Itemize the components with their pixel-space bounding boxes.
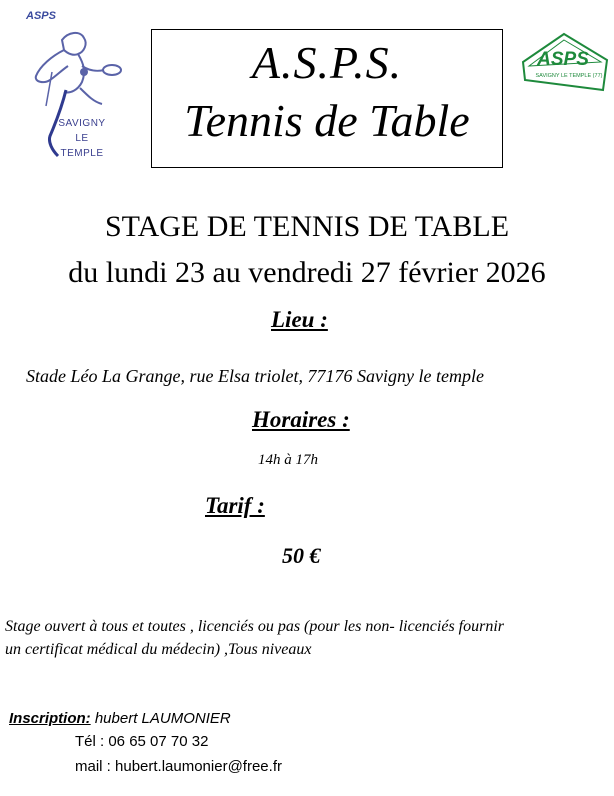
inscription-phone: Tél : 06 65 07 70 32 xyxy=(75,733,209,750)
note-line1: Stage ouvert à tous et toutes , licenciés ou pas (pour les non- licenciés fournir xyxy=(5,618,505,635)
club-logo-right xyxy=(519,32,609,96)
emblem-brand-text: ASPS xyxy=(537,49,589,70)
lieu-label: Lieu : xyxy=(271,307,328,332)
club-logo-left xyxy=(22,10,132,160)
lieu-value: Stade Léo La Grange, rue Elsa triolet, 77176 Savigny le temple xyxy=(26,366,484,386)
logo-city-line3: TEMPLE xyxy=(60,148,104,159)
emblem-subtitle-text: SAVIGNY LE TEMPLE (77) xyxy=(535,73,603,79)
club-subtitle: Tennis de Table xyxy=(184,95,470,146)
note-line2: un certificat médical du médecin) ,Tous niveaux xyxy=(5,641,312,658)
title-box xyxy=(151,29,503,168)
horaires-value: 14h à 17h xyxy=(258,452,318,468)
event-heading: STAGE DE TENNIS DE TABLE xyxy=(104,210,510,243)
logo-city-line2: LE xyxy=(75,133,89,144)
club-title: A.S.P.S. xyxy=(251,37,403,88)
inscription-name: hubert LAUMONIER xyxy=(90,710,231,727)
logo-city-line1: SAVIGNY xyxy=(58,118,106,129)
event-dates: du lundi 23 au vendredi 27 février 2026 xyxy=(68,256,546,289)
tarif-label: Tarif : xyxy=(205,493,265,518)
inscription-label: Inscription: xyxy=(9,710,91,727)
inscription-line xyxy=(9,710,231,727)
horaires-label: Horaires : xyxy=(252,407,350,432)
tarif-value: 50 € xyxy=(282,543,321,568)
logo-brand-text: ASPS xyxy=(26,10,56,22)
asps-emblem-icon xyxy=(519,32,609,96)
inscription-email[interactable]: mail : hubert.laumonier@free.fr xyxy=(75,758,282,775)
